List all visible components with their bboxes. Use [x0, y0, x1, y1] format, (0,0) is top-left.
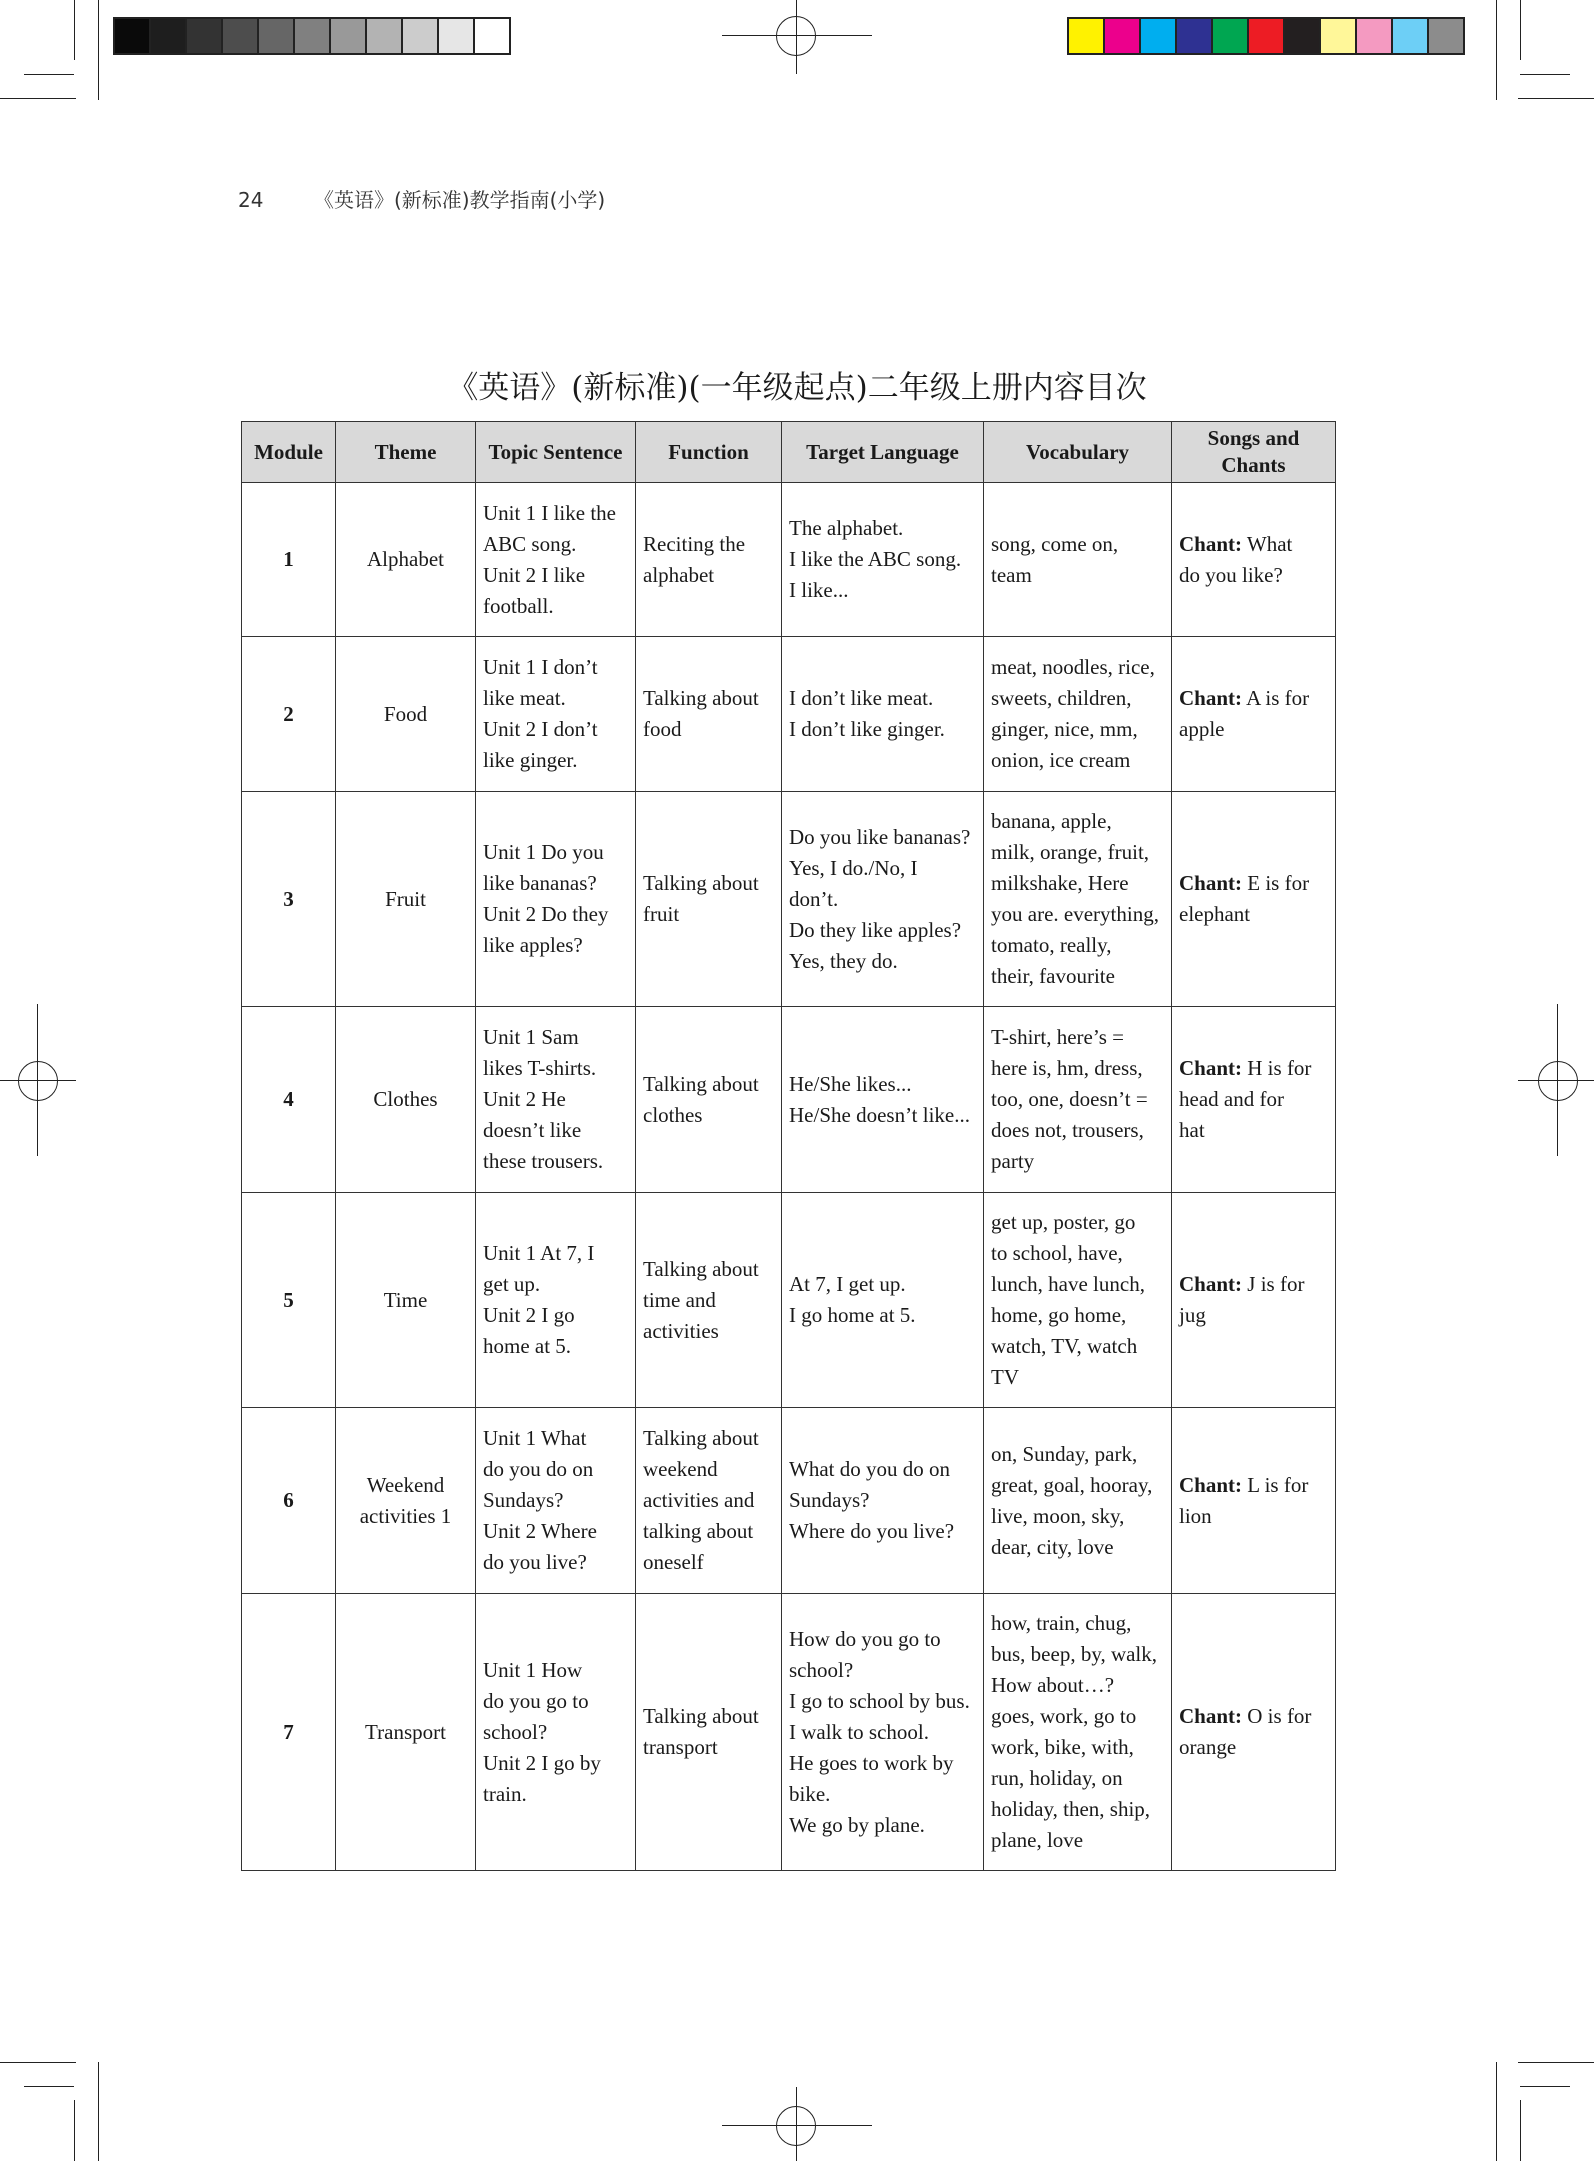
target-language-line: I go to school by bus. — [789, 1688, 970, 1713]
crop-mark — [98, 0, 99, 100]
topic-sentence-line: Unit 2 I don’t — [483, 717, 598, 741]
topic-sentence-line: Unit 1 I don’t — [483, 655, 598, 679]
crop-mark — [1518, 2062, 1594, 2063]
topic-sentence-line: Unit 2 I go by — [483, 1750, 601, 1775]
function-line: weekend — [643, 1457, 718, 1481]
target-language-line: I don’t like ginger. — [789, 717, 945, 741]
vocabulary-cell — [984, 792, 1172, 1007]
chant-cell — [1172, 1594, 1336, 1871]
gray-swatch — [151, 19, 187, 53]
target-language-line: Do you like bananas? — [789, 824, 971, 849]
chant-line: jug — [1179, 1303, 1206, 1327]
chant-line — [1179, 529, 1328, 560]
chant-text: What — [1246, 531, 1293, 556]
function-line: alphabet — [643, 562, 715, 587]
function-cell — [636, 1594, 782, 1871]
chant-line: lion — [1179, 1503, 1212, 1528]
crop-mark — [1520, 0, 1521, 60]
chant-line — [1179, 683, 1328, 714]
vocabulary-line: goes, work, go to — [991, 1704, 1137, 1728]
running-header — [238, 184, 605, 213]
theme-cell — [336, 792, 476, 1007]
target-language-line: I walk to school. — [789, 1719, 929, 1744]
header-theme: Theme — [336, 422, 476, 483]
chant-label: Chant: — [1179, 1472, 1243, 1497]
vocabulary-line: team — [991, 562, 1032, 587]
topic-sentence-cell — [476, 1594, 636, 1871]
topic-sentence-line: Unit 2 Do they — [483, 902, 609, 926]
target-language-line: He goes to work by — [789, 1750, 954, 1775]
vocabulary-line: How about…? — [991, 1673, 1115, 1697]
chant-cell — [1172, 1408, 1336, 1594]
vocabulary-line: dear, city, love — [991, 1534, 1114, 1559]
module-number-cell: 6 — [242, 1408, 336, 1594]
header-function: Function — [636, 422, 782, 483]
module-number-cell: 5 — [242, 1193, 336, 1408]
color-swatch — [1177, 19, 1213, 53]
crop-mark — [74, 2100, 75, 2161]
chant-line: hat — [1179, 1118, 1205, 1142]
header-target-language: Target Language — [782, 422, 984, 483]
theme-line: Fruit — [385, 886, 426, 911]
theme-cell — [336, 1408, 476, 1594]
target-language-line: I like... — [789, 578, 849, 602]
topic-sentence-line: Unit 1 How — [483, 1657, 583, 1682]
document-title: 《英语》(新标准)(一年级起点)二年级上册内容目次 — [447, 370, 1147, 406]
vocabulary-line: you are. everything, — [991, 902, 1159, 926]
chant-line — [1179, 1053, 1328, 1084]
color-swatch — [1357, 19, 1393, 53]
vocabulary-line: home, go home, — [991, 1303, 1127, 1327]
target-language-line: He/She likes... — [789, 1071, 912, 1096]
vocabulary-line: here is, hm, dress, — [991, 1056, 1143, 1080]
registration-mark-right — [1518, 1004, 1594, 1156]
topic-sentence-line: home at 5. — [483, 1334, 572, 1358]
vocabulary-line: holiday, then, ship, — [991, 1797, 1151, 1821]
target-language-line: school? — [789, 1657, 854, 1682]
crop-mark — [1496, 0, 1497, 100]
topic-sentence-line: do you go to — [483, 1688, 589, 1713]
topic-sentence-line: these trousers. — [483, 1149, 604, 1173]
module-number-cell: 2 — [242, 637, 336, 792]
color-swatch — [1429, 19, 1463, 53]
topic-sentence-line: like meat. — [483, 686, 566, 710]
function-line: transport — [643, 1735, 718, 1759]
gray-swatch — [331, 19, 367, 53]
vocabulary-cell — [984, 1408, 1172, 1594]
topic-sentence-line: Unit 1 Sam — [483, 1025, 579, 1049]
topic-sentence-line: likes T-shirts. — [483, 1056, 597, 1080]
vocabulary-line: bus, beep, by, walk, — [991, 1642, 1158, 1666]
vocabulary-line: milkshake, Here — [991, 871, 1129, 895]
target-language-line: I go home at 5. — [789, 1303, 916, 1327]
chant-line: apple — [1179, 717, 1225, 741]
function-line: Talking about — [643, 686, 759, 710]
target-language-line: The alphabet. — [789, 516, 904, 540]
vocabulary-line: live, moon, sky, — [991, 1503, 1125, 1528]
vocabulary-line: lunch, have lunch, — [991, 1272, 1145, 1296]
topic-sentence-line: Unit 1 What — [483, 1426, 587, 1450]
chant-line: elephant — [1179, 902, 1251, 926]
vocabulary-cell — [984, 1193, 1172, 1408]
chant-line — [1179, 868, 1328, 899]
color-swatch — [1069, 19, 1105, 53]
chant-line — [1179, 1470, 1328, 1501]
vocabulary-line: does not, trousers, — [991, 1118, 1144, 1142]
function-line: time and — [643, 1287, 716, 1312]
chant-label: Chant: — [1179, 1272, 1243, 1296]
theme-line: Weekend — [366, 1472, 445, 1497]
function-line: clothes — [643, 1102, 703, 1127]
module-number-cell: 7 — [242, 1594, 336, 1871]
topic-sentence-cell — [476, 1408, 636, 1594]
vocabulary-cell — [984, 1007, 1172, 1193]
vocabulary-line: plane, love — [991, 1828, 1084, 1852]
function-line: activities — [643, 1318, 719, 1343]
crop-mark — [24, 2086, 74, 2087]
target-language-cell — [782, 1408, 984, 1594]
crop-mark — [0, 98, 76, 99]
chant-label: Chant: — [1179, 531, 1243, 556]
vocabulary-line: their, favourite — [991, 964, 1115, 988]
registration-mark-left — [0, 1004, 76, 1156]
topic-sentence-line: Unit 2 He — [483, 1087, 566, 1111]
module-number-cell: 4 — [242, 1007, 336, 1193]
topic-sentence-line: train. — [483, 1781, 527, 1806]
chant-line: do you like? — [1179, 562, 1283, 587]
chant-label: Chant: — [1179, 1704, 1243, 1728]
function-cell — [636, 792, 782, 1007]
function-line: food — [643, 717, 682, 741]
header-topic-sentence: Topic Sentence — [476, 422, 636, 483]
function-line: oneself — [643, 1550, 704, 1574]
theme-cell — [336, 483, 476, 637]
crop-mark — [1520, 74, 1570, 75]
topic-sentence-line: school? — [483, 1719, 548, 1744]
gray-swatch — [223, 19, 259, 53]
topic-sentence-cell — [476, 1193, 636, 1408]
topic-sentence-line: Unit 1 At 7, I — [483, 1241, 595, 1265]
target-language-line: Where do you live? — [789, 1519, 955, 1543]
vocabulary-line: T-shirt, here’s = — [991, 1025, 1124, 1049]
vocabulary-line: to school, have, — [991, 1241, 1123, 1265]
target-language-cell — [782, 637, 984, 792]
grayscale-color-bar — [113, 17, 511, 55]
chant-label: Chant: — [1179, 871, 1243, 895]
theme-line: Transport — [365, 1719, 446, 1744]
vocabulary-line: sweets, children, — [991, 686, 1132, 710]
target-language-cell — [782, 1594, 984, 1871]
registration-mark-top — [722, 0, 872, 74]
target-language-line: Sundays? — [789, 1488, 870, 1512]
gray-swatch — [187, 19, 223, 53]
chant-line — [1179, 1701, 1328, 1732]
vocabulary-line: how, train, chug, — [991, 1611, 1132, 1635]
chant-cell — [1172, 637, 1336, 792]
theme-cell — [336, 1193, 476, 1408]
topic-sentence-line: Unit 1 Do you — [483, 840, 604, 864]
chant-text: A is for — [1246, 686, 1310, 710]
topic-sentence-line: doesn’t like — [483, 1118, 582, 1142]
function-cell — [636, 1007, 782, 1193]
topic-sentence-line: football. — [483, 593, 554, 618]
vocabulary-line: on, Sunday, park, — [991, 1441, 1138, 1466]
function-line: Reciting the — [643, 531, 746, 556]
theme-line: activities 1 — [359, 1503, 452, 1528]
topic-sentence-line: Unit 2 Where — [483, 1519, 597, 1543]
header-vocabulary: Vocabulary — [984, 422, 1172, 483]
theme-cell — [336, 1007, 476, 1193]
vocabulary-line: milk, orange, fruit, — [991, 840, 1150, 864]
module-number-cell: 3 — [242, 792, 336, 1007]
module-number-cell: 1 — [242, 483, 336, 637]
theme-cell — [336, 637, 476, 792]
table-row — [242, 637, 1336, 792]
target-language-line: Yes, I do./No, I — [789, 855, 918, 880]
theme-line: Clothes — [373, 1087, 438, 1111]
crop-mark — [1520, 2086, 1570, 2087]
function-line: Talking about — [643, 1256, 759, 1281]
target-language-line: What do you do on — [789, 1457, 950, 1481]
vocabulary-line: too, one, doesn’t = — [991, 1087, 1148, 1111]
gray-swatch — [295, 19, 331, 53]
topic-sentence-line: like apples? — [483, 933, 583, 957]
chant-line — [1179, 1269, 1328, 1300]
chant-cell — [1172, 483, 1336, 637]
header-module: Module — [242, 422, 336, 483]
gray-swatch — [403, 19, 439, 53]
process-color-bar — [1067, 17, 1465, 55]
theme-line: Time — [383, 1287, 428, 1312]
table-row — [242, 1594, 1336, 1871]
target-language-line: I like the ABC song. — [789, 547, 962, 571]
registration-mark-bottom — [722, 2087, 872, 2161]
function-line: Talking about — [643, 1704, 759, 1728]
target-language-line: How do you go to — [789, 1626, 941, 1651]
target-language-cell — [782, 483, 984, 637]
target-language-line: He/She doesn’t like... — [789, 1102, 971, 1127]
topic-sentence-line: do you live? — [483, 1550, 587, 1574]
topic-sentence-line: Unit 2 I like — [483, 562, 586, 587]
vocabulary-line: work, bike, with, — [991, 1735, 1134, 1759]
topic-sentence-cell — [476, 1007, 636, 1193]
topic-sentence-line: Sundays? — [483, 1488, 564, 1512]
theme-line: Food — [383, 701, 428, 726]
function-line: talking about — [643, 1519, 754, 1543]
topic-sentence-line: Unit 2 I go — [483, 1303, 575, 1327]
function-line: Talking about — [643, 871, 759, 895]
color-swatch — [1393, 19, 1429, 53]
content-table — [241, 421, 1336, 1871]
chant-cell — [1172, 1193, 1336, 1408]
table-row — [242, 1193, 1336, 1408]
crop-mark — [0, 2062, 76, 2063]
crop-mark — [1518, 98, 1594, 99]
crop-mark — [74, 0, 75, 60]
topic-sentence-line: Unit 1 I like the — [483, 500, 616, 525]
target-language-line: don’t. — [789, 886, 839, 911]
table-row — [242, 1007, 1336, 1193]
function-cell — [636, 637, 782, 792]
running-header-title: 《英语》(新标准)教学指南(小学) — [314, 188, 606, 212]
color-swatch — [1285, 19, 1321, 53]
vocabulary-cell — [984, 483, 1172, 637]
vocabulary-line: watch, TV, watch — [991, 1334, 1138, 1358]
function-cell — [636, 483, 782, 637]
vocabulary-line: banana, apple, — [991, 809, 1112, 833]
chant-text: J is for — [1247, 1272, 1305, 1296]
vocabulary-line: run, holiday, on — [991, 1766, 1123, 1790]
header-songs-and-chants: Songs and Chants — [1172, 422, 1336, 483]
vocabulary-cell — [984, 1594, 1172, 1871]
target-language-cell — [782, 1007, 984, 1193]
table-row — [242, 1408, 1336, 1594]
vocabulary-line: party — [991, 1149, 1035, 1173]
topic-sentence-cell — [476, 483, 636, 637]
color-swatch — [1321, 19, 1357, 53]
function-cell — [636, 1408, 782, 1594]
vocabulary-cell — [984, 637, 1172, 792]
topic-sentence-cell — [476, 792, 636, 1007]
crop-mark — [24, 74, 74, 75]
page-number: 24 — [238, 188, 264, 212]
target-language-line: We go by plane. — [789, 1812, 925, 1837]
chant-label: Chant: — [1179, 686, 1243, 710]
vocabulary-line: song, come on, — [991, 531, 1119, 556]
theme-line: Alphabet — [367, 547, 444, 571]
topic-sentence-line: ABC song. — [483, 531, 577, 556]
color-swatch — [1105, 19, 1141, 53]
chant-text: H is for — [1247, 1056, 1312, 1080]
chant-line: orange — [1179, 1735, 1237, 1759]
color-swatch — [1249, 19, 1285, 53]
vocabulary-line: onion, ice cream — [991, 748, 1131, 772]
target-language-line: At 7, I get up. — [789, 1272, 906, 1296]
vocabulary-line: TV — [991, 1365, 1019, 1389]
chant-text: L is for — [1247, 1472, 1309, 1497]
chant-line: head and for — [1179, 1087, 1284, 1111]
vocabulary-line: meat, noodles, rice, — [991, 655, 1155, 679]
vocabulary-line: ginger, nice, mm, — [991, 717, 1138, 741]
gray-swatch — [115, 19, 151, 53]
topic-sentence-line: like bananas? — [483, 871, 597, 895]
crop-mark — [1520, 2100, 1521, 2161]
gray-swatch — [475, 19, 509, 53]
table-header-row — [242, 422, 1336, 483]
vocabulary-line: tomato, really, — [991, 933, 1112, 957]
target-language-line: bike. — [789, 1781, 831, 1806]
function-line: fruit — [643, 902, 680, 926]
target-language-cell — [782, 792, 984, 1007]
target-language-line: Do they like apples? — [789, 917, 962, 942]
chant-cell — [1172, 792, 1336, 1007]
topic-sentence-line: do you do on — [483, 1457, 594, 1481]
gray-swatch — [367, 19, 403, 53]
crop-mark — [1496, 2062, 1497, 2161]
topic-sentence-line: get up. — [483, 1272, 541, 1296]
chant-text: E is for — [1247, 871, 1310, 895]
crop-mark — [98, 2062, 99, 2161]
function-line: Talking about — [643, 1426, 759, 1450]
function-line: activities and — [643, 1488, 755, 1512]
topic-sentence-line: like ginger. — [483, 748, 578, 772]
vocabulary-line: great, goal, hooray, — [991, 1472, 1153, 1497]
vocabulary-line: get up, poster, go — [991, 1210, 1136, 1234]
color-swatch — [1213, 19, 1249, 53]
function-cell — [636, 1193, 782, 1408]
gray-swatch — [439, 19, 475, 53]
target-language-cell — [782, 1193, 984, 1408]
table-row — [242, 483, 1336, 637]
chant-cell — [1172, 1007, 1336, 1193]
function-line: Talking about — [643, 1071, 759, 1096]
chant-label: Chant: — [1179, 1056, 1243, 1080]
theme-cell — [336, 1594, 476, 1871]
target-language-line: I don’t like meat. — [789, 686, 934, 710]
gray-swatch — [259, 19, 295, 53]
color-swatch — [1141, 19, 1177, 53]
topic-sentence-cell — [476, 637, 636, 792]
table-row — [242, 792, 1336, 1007]
target-language-line: Yes, they do. — [789, 948, 898, 973]
chant-text: O is for — [1247, 1704, 1312, 1728]
